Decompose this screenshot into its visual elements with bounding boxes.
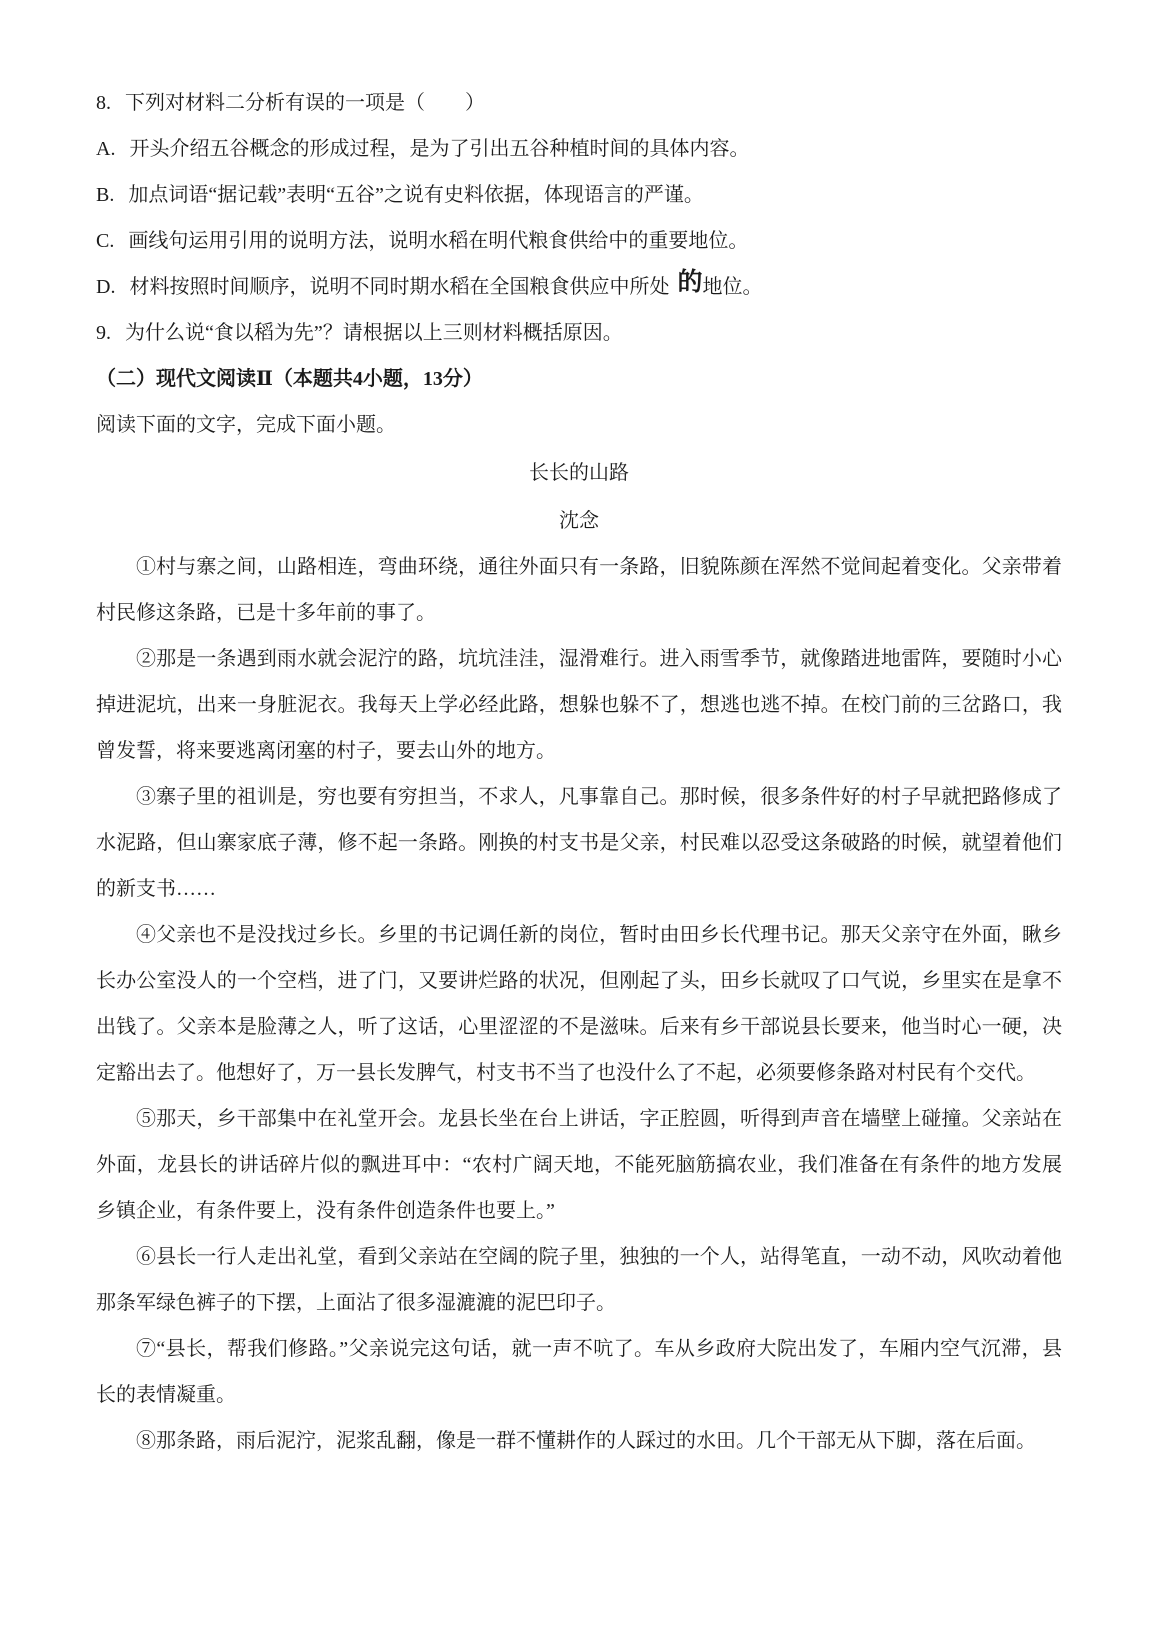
question-9-text: 为什么说“食以稻为先”？请根据以上三则材料概括原因。: [125, 322, 623, 344]
article-title: 长长的山路: [529, 462, 629, 484]
option-b-label: B.: [96, 184, 115, 206]
article-paragraph-3: ③寨子里的祖训是，穷也要有穷担当，不求人，凡事靠自己。那时候，很多条件好的村子早就把路修成了水泥路，但山寨家底子薄，修不起一条路。刚换的村支书是父亲，村民难以忍受这条破路的时候，就望着他们的新支书……: [96, 786, 1062, 900]
question-8-option-b: [96, 172, 1062, 218]
option-d-text-after: 地位。: [702, 276, 763, 298]
question-8-stem: [96, 80, 1062, 126]
option-d-text-before: 材料按照时间顺序，说明不同时期水稻在全国粮食供应中所处: [129, 276, 670, 298]
question-9: [96, 310, 1062, 356]
question-8-option-d: [96, 264, 1062, 310]
article-paragraph-7: ⑦“县长，帮我们修路。”父亲说完这句话，就一声不吭了。车从乡政府大院出发了，车厢内空气沉滞，县长的表情凝重。: [96, 1338, 1062, 1406]
question-9-number: 9.: [96, 322, 111, 344]
option-b-text: 加点词语“据记载”表明“五谷”之说有史料依据，体现语言的严谨。: [128, 184, 704, 206]
article-paragraph-1: ①村与寨之间，山路相连，弯曲环绕，通往外面只有一条路，旧貌陈颜在浑然不觉间起着变化。父亲带着村民修这条路，已是十多年前的事了。: [96, 556, 1062, 624]
option-d-label: D.: [96, 276, 116, 298]
article-author: 沈念: [559, 510, 599, 532]
option-a-text: 开头介绍五谷概念的形成过程，是为了引出五谷种植时间的具体内容。: [129, 138, 750, 160]
option-c-text: 画线句运用引用的说明方法，说明水稻在明代粮食供给中的重要地位。: [128, 230, 749, 252]
article-paragraph-4: ④父亲也不是没找过乡长。乡里的书记调任新的岗位，暂时由田乡长代理书记。那天父亲守在外面，瞅乡长办公室没人的一个空档，进了门，又要讲烂路的状况，但刚起了头，田乡长就叹了口气说，乡里实在是拿不出钱了。父亲本是脸薄之人，听了这话，心里涩涩的不是滋味。后来有乡干部说县长要来，他当时心一硬，决定豁出去了。他想好了，万一县长发脾气，村支书不当了也没什么了不起，必须要修条路对村民有个交代。: [96, 924, 1062, 1084]
question-8-option-c: [96, 218, 1062, 264]
article-paragraph-2: ②那是一条遇到雨水就会泥泞的路，坑坑洼洼，湿滑难行。进入雨雪季节，就像踏进地雷阵，要随时小心掉进泥坑，出来一身脏泥衣。我每天上学必经此路，想躲也躲不了，想逃也逃不掉。在校门前的三岔路口，我曾发誓，将来要逃离闭塞的村子，要去山外的地方。: [96, 648, 1062, 762]
reading-instruction: 阅读下面的文字，完成下面小题。: [96, 414, 396, 436]
option-d-emphasized-char: 的: [677, 269, 703, 296]
article-paragraph-5: ⑤那天，乡干部集中在礼堂开会。龙县长坐在台上讲话，字正腔圆，听得到声音在墙壁上碰撞。父亲站在外面，龙县长的讲话碎片似的飘进耳中：“农村广阔天地，不能死脑筋搞农业，我们准备在有条件的地方发展乡镇企业，有条件要上，没有条件创造条件也要上。”: [96, 1108, 1062, 1222]
section-2-header: （二）现代文阅读Ⅱ（本题共4小题，13分）: [96, 368, 483, 390]
article-body: [96, 544, 1062, 1464]
option-c-label: C.: [96, 230, 115, 252]
option-a-label: A.: [96, 138, 116, 160]
article-paragraph-8: ⑧那条路，雨后泥泞，泥浆乱翻，像是一群不懂耕作的人踩过的水田。几个干部无从下脚，落在后面。: [136, 1430, 1036, 1452]
question-8-stem-text: 下列对材料二分析有误的一项是（ ）: [125, 92, 485, 114]
question-8-option-a: [96, 126, 1062, 172]
article-paragraph-6: ⑥县长一行人走出礼堂，看到父亲站在空阔的院子里，独独的一个人，站得笔直，一动不动，风吹动着他那条军绿色裤子的下摆，上面沾了很多湿漉漉的泥巴印子。: [96, 1246, 1062, 1314]
question-8-number: 8.: [96, 92, 111, 114]
